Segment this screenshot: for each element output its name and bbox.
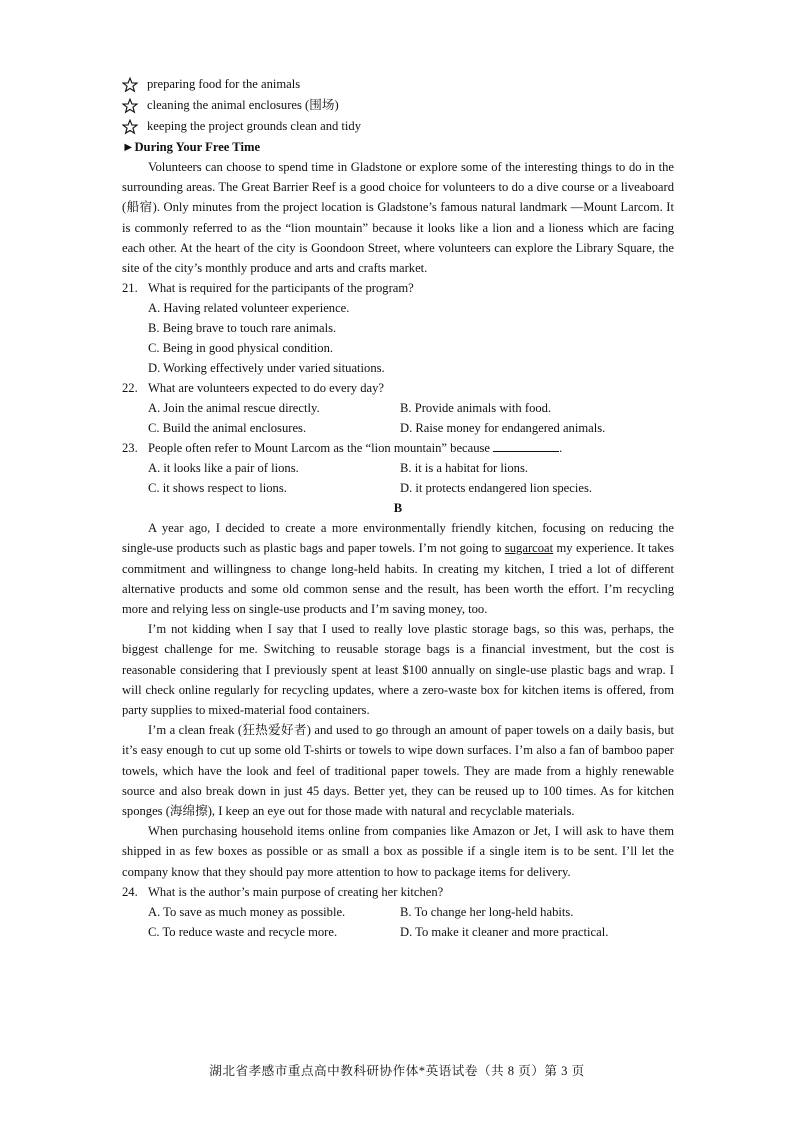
passage-b-paragraph-4: When purchasing household items online from companies like Amazon or Jet, I will ask to have them shipped in as few boxes as possible or as small a box as possible if a single item is to be sent. I’ll let the company know that they should pay more attention to how to package items for delivery. [122, 824, 674, 879]
question-number: 22. [122, 381, 138, 396]
option-b[interactable]: B. To change her long-held habits. [400, 904, 574, 919]
option-d[interactable]: D. To make it cleaner and more practical. [400, 924, 609, 939]
option-d[interactable]: D. Working effectively under varied situations. [148, 361, 385, 376]
option-row [122, 398, 674, 418]
option-a[interactable]: A. Having related volunteer experience. [148, 301, 350, 316]
passage-b-paragraph-1 [122, 518, 674, 619]
option-b[interactable]: B. it is a habitat for lions. [400, 461, 529, 476]
answer-blank[interactable] [493, 439, 559, 452]
question-text [148, 438, 562, 458]
question-24 [122, 882, 674, 902]
option-a[interactable]: A. it looks like a pair of lions. [148, 461, 299, 476]
option-c[interactable]: C. To reduce waste and recycle more. [148, 924, 338, 939]
p1-before: A year ago, I decided to create a more environmentally friendly kitchen, focusing on reducing the single-use products such as plastic bags and paper towels. I’m not going to [122, 521, 674, 556]
question-text: What are volunteers expected to do every day? [148, 381, 385, 396]
underlined-word: sugarcoat [504, 541, 554, 556]
section-heading: ►During Your Free Time [122, 140, 261, 154]
option-c[interactable]: C. Being in good physical condition. [148, 341, 334, 356]
bullet-text: cleaning the animal enclosures (围场) [147, 98, 339, 113]
question-number: 21. [122, 281, 138, 296]
option-c[interactable]: C. it shows respect to lions. [148, 481, 287, 496]
question-23 [122, 438, 674, 458]
bullet-item [122, 74, 674, 95]
bullet-item [122, 95, 674, 116]
bullet-text: preparing food for the animals [147, 77, 301, 92]
option-c[interactable]: C. Build the animal enclosures. [148, 421, 307, 436]
page-footer: 湖北省孝感市重点高中教科研协作体*英语试卷（共 8 页）第 3 页 [209, 1064, 585, 1078]
option-a[interactable]: A. To save as much money as possible. [148, 904, 346, 919]
option-a[interactable]: A. Join the animal rescue directly. [148, 401, 320, 416]
p1-after: my experience. It takes commitment and willingness to change long-held habits. In creating my kitchen, I tried a lot of different alternative products and some old common sense and the result, has been worth the effort. I’m recycling more and relying less on single-use products and I’m saving money, too. [122, 541, 674, 617]
option-d[interactable]: D. it protects endangered lion species. [400, 481, 592, 496]
bullet-item [122, 116, 674, 137]
bullet-text: keeping the project grounds clean and tidy [147, 119, 362, 134]
option-b[interactable]: B. Being brave to touch rare animals. [148, 321, 337, 336]
question-number: 23. [122, 441, 138, 456]
star-icon [122, 77, 138, 93]
page-content [122, 74, 674, 942]
passage-b-paragraph-3: I’m a clean freak (狂热爱好者) and used to go through an amount of paper towels on a daily basis, but it’s easy enough to cut up some old T-shirts or towels to wipe down surfaces. I’m also a fan of bamboo paper towels, which have the look and feel of traditional paper towels. They are made from a highly renewable source and also break down in just 45 days. Better yet, they can be reused up to 100 times. As for kitchen sponges (海绵擦), I keep an eye out for those made with natural and recyclable materials. [122, 723, 674, 819]
free-time-paragraph: Volunteers can choose to spend time in Gladstone or explore some of the interesting things to do in the surrounding areas. The Great Barrier Reef is a good choice for volunteers to do a dive course or a liveaboard (船宿). Only minutes from the project location is Gladstone’s famous natural landmark —Mount Larcom. It is commonly referred to as the “lion mountain” because it looks like a lion and a lioness which are facing each other. At the heart of the city is Goondoon Street, where volunteers can explore the Library Square, the site of the city’s monthly produce and arts and crafts market. [122, 160, 674, 276]
question-text: What is the author’s main purpose of creating her kitchen? [148, 884, 444, 899]
star-icon [122, 98, 138, 114]
option-row [122, 458, 674, 478]
question-21 [122, 278, 674, 298]
question-text: What is required for the participants of the program? [148, 281, 414, 296]
section-b-title: B [393, 501, 403, 516]
option-row [122, 478, 674, 498]
option-b[interactable]: B. Provide animals with food. [400, 401, 552, 416]
option-d[interactable]: D. Raise money for endangered animals. [400, 421, 606, 436]
question-number: 24. [122, 884, 138, 899]
option-row [122, 922, 674, 942]
question-22 [122, 378, 674, 398]
option-row [122, 902, 674, 922]
star-icon [122, 119, 138, 135]
option-row [122, 418, 674, 438]
question-text-after: . [559, 441, 563, 456]
passage-b-paragraph-2: I’m not kidding when I say that I used to really love plastic storage bags, so this was, perhaps, the biggest challenge for me. Switching to reusable storage bags is a financial investment, but the cost is reasonable considering that I previously spent at least $100 annually on single-use plastic bags and wrap. I will check online regularly for recycling updates, where a zero-waste box for kitchen items is offered, from party supplies to mixed-material food containers. [122, 622, 674, 718]
question-text-before: People often refer to Mount Larcom as the “lion mountain” because [148, 441, 494, 456]
